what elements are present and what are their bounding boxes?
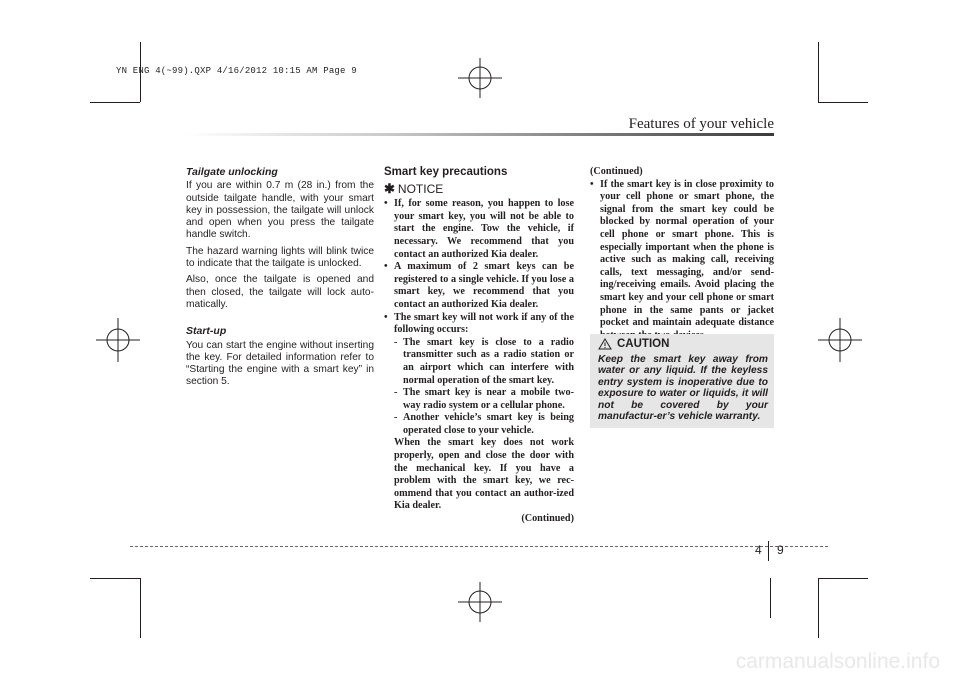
- header-rule: [186, 133, 774, 136]
- caution-heading: [598, 338, 669, 350]
- caution-box: [590, 334, 774, 428]
- list-item: • The smart key will not work if any of the following occurs:: [384, 311, 574, 336]
- startup-heading: Start-up: [186, 325, 227, 338]
- bullet-icon: •: [590, 178, 594, 190]
- continued-label: (Continued): [521, 513, 574, 525]
- tailgate-paragraph-3: Also, once the tailgate is opened and then closed, the tailgate will lock auto-matically.: [186, 274, 374, 310]
- caution-text: Keep the smart key away from water or any liquid. If the keyless entry system is inoperative due to exposure to water or liquids, it will not be covered by your manufactur-er’s vehicle warranty.: [598, 354, 768, 423]
- warning-triangle-icon: [598, 338, 612, 350]
- footer-dashed-rule: [130, 546, 828, 547]
- chapter-number: 4: [755, 543, 762, 557]
- page-number-divider: [768, 541, 769, 561]
- bullet-icon: •: [384, 261, 388, 273]
- list-item: • If the smart key is in close proximity to your cell phone or smart phone, the signal from the smart key could be blocked by normal operation of your cell phone or smart phone. This is especially important when the phone is active such as making call, receiving calls, text messaging, and/or send-ing/receiving emails. Avoid placing the smart key and your cell phone or smart phone in the same pants or jacket pocket and maintain adequate distance: [590, 179, 774, 343]
- list-item: • A maximum of 2 smart keys can be registered to a single vehicle. If you lose a smart key, we recommend that you contact an authorized Kia dealer.: [384, 261, 574, 310]
- tailgate-paragraph-2: The hazard warning lights will blink twice to indicate that the tailgate is unlocked.: [186, 245, 374, 270]
- column-left: [186, 166, 374, 393]
- closing-paragraph: When the smart key does not work properly, open and close the door with the mechanical key. If you have a problem with the smart key, we rec-ommend that you contact an author-ized Kia dealer.: [394, 437, 574, 512]
- sub-list-item: - Another vehicle’s smart key is being operated close to your vehicle.: [394, 412, 574, 436]
- notice-star-icon: ✱: [384, 180, 395, 196]
- list-item: • If, for some reason, you happen to lose your smart key, you will not be able to start the engine. Tow the vehicle, if necessary. We recommend that you contact an authorized Kia dealer.: [384, 198, 574, 260]
- registration-mark-bottom: [458, 582, 502, 622]
- sub-list-item: - The smart key is close to a radio transmitter such as a radio station or an airport which can interfere with normal operation of the smart key.: [394, 336, 574, 386]
- print-slug: YN ENG 4(~99).QXP 4/16/2012 10:15 AM Page 9: [116, 66, 357, 76]
- bullet-icon: •: [384, 198, 388, 210]
- column-middle: [384, 166, 574, 526]
- section-title: Smart key precautions: [384, 166, 508, 178]
- startup-paragraph: You can start the engine without inserting the key. For detailed information refer to “Starting the engine with a smart key” in section 5.: [186, 339, 374, 388]
- caution-label: CAUTION: [617, 338, 670, 350]
- sub-list-item: - The smart key is near a mobile two-way radio system or a cellular phone.: [394, 387, 574, 411]
- page-number: 9: [777, 543, 784, 557]
- bullet-icon: •: [384, 311, 388, 323]
- running-header: Features of your vehicle: [628, 116, 774, 132]
- registration-mark-left: [96, 318, 140, 362]
- watermark: carmanualsonline.info: [735, 650, 940, 673]
- tailgate-heading: Tailgate unlocking: [186, 166, 278, 178]
- column-right: [590, 166, 774, 342]
- notice-label: NOTICE: [397, 181, 444, 196]
- continued-label: (Continued): [590, 166, 643, 177]
- notice-heading: [384, 180, 574, 196]
- tailgate-paragraph-1: If you are within 0.7 m (28 in.) from the outside tailgate handle, with your smart key in possession, the tailgate will unlock and open when you press the tailgate handle switch.: [186, 180, 374, 241]
- registration-mark-top: [458, 58, 502, 98]
- registration-mark-right: [818, 318, 862, 362]
